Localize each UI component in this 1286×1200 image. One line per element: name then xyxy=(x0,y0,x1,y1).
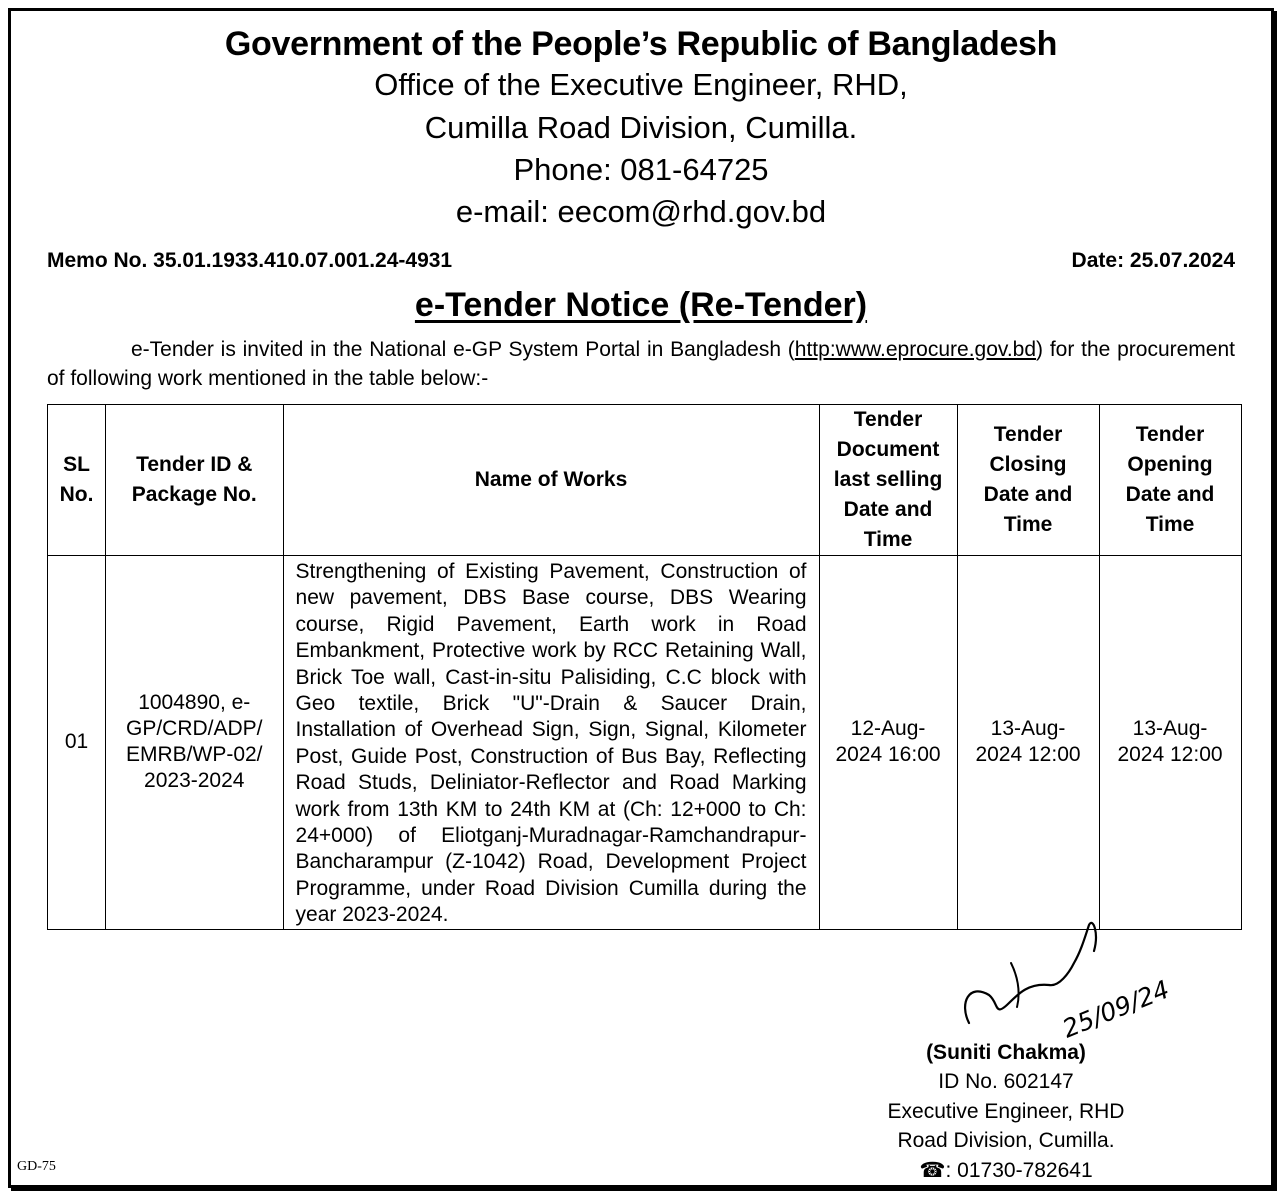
signatory-phone: ☎: 01730-782641 xyxy=(919,1159,1093,1182)
signatory-id: ID No. 602147 xyxy=(938,1070,1074,1093)
government-title: Government of the People’s Republic of Bangladesh xyxy=(224,25,1058,63)
table-row xyxy=(48,556,1242,930)
portal-link[interactable]: http:www.eprocure.gov.bd xyxy=(794,338,1037,361)
cell-closing: 13-Aug-2024 12:00 xyxy=(957,556,1099,930)
form-code: GD-75 xyxy=(17,1159,56,1174)
tender-table xyxy=(47,404,1242,930)
telephone-icon: ☎ xyxy=(919,1159,946,1182)
signature-date: 25/09/24 xyxy=(1058,974,1174,1044)
header-last-selling: Tender Document last selling Date and Time xyxy=(819,405,957,556)
cell-tender-id: 1004890, e-GP/CRD/ADP/ EMRB/WP-02/ 2023-2024 xyxy=(106,556,284,930)
signatory-name: (Suniti Chakma) xyxy=(926,1041,1086,1064)
memo-number: Memo No. 35.01.1933.410.07.001.24-4931 xyxy=(47,249,453,272)
notice-title: e-Tender Notice (Re-Tender) xyxy=(414,286,868,324)
cell-last-selling: 12-Aug-2024 16:00 xyxy=(819,556,957,930)
cell-sl: 01 xyxy=(48,556,106,930)
phone-line: Phone: 081-64725 xyxy=(513,152,769,187)
handwritten-signature xyxy=(899,903,1174,1053)
cell-opening: 13-Aug-2024 12:00 xyxy=(1099,556,1241,930)
table-header-row xyxy=(48,405,1242,556)
header-sl-no: SL No. xyxy=(48,405,106,556)
header-opening: Tender Opening Date and Time xyxy=(1099,405,1241,556)
signatory-division: Road Division, Cumilla. xyxy=(897,1129,1115,1152)
signatory-designation: Executive Engineer, RHD xyxy=(887,1100,1125,1123)
cell-name-of-works: Strengthening of Existing Pavement, Construction of new pavement, DBS Base course, DBS Wearing course, Rigid Pavement, Earth work in Road Embankment, Protective work by RCC Retaining Wall, Brick Toe wall, Cast-in-situ Palisiding, C.C block with Geo textile, Brick "U"-Drain & Saucer Drain, Installation of Overhead Sign, Sign, Signal, Kilometer Post, Guide Post, Construction of Bus Bay, Reflecting Road Studs, Deliniator-Reflector and Road Marking work from 13th KM to 24th KM at (Ch: 12+000 to Ch: 24+000) of Eliotganj-Muradnagar-Ramchandrapur-Bancharampur (Z-1042) Road, Development Project Programme, under Road Division Cumilla during the year 2023-2024. xyxy=(283,556,819,930)
notice-page xyxy=(8,8,1274,1188)
intro-text-before: e-Tender is invited in the National e-GP System Portal in Bangladesh ( xyxy=(131,338,795,361)
memo-date: Date: 25.07.2024 xyxy=(1071,249,1235,272)
header-tender-id: Tender ID & Package No. xyxy=(106,405,284,556)
header-closing: Tender Closing Date and Time xyxy=(957,405,1099,556)
intro-paragraph xyxy=(47,335,1235,393)
office-line: Office of the Executive Engineer, RHD, xyxy=(374,67,908,102)
division-line: Cumilla Road Division, Cumilla. xyxy=(424,110,858,145)
header-name-of-works: Name of Works xyxy=(283,405,819,556)
intro-text-after: ) for the procurement of following work mentioned in the table below:- xyxy=(47,338,1235,390)
email-line: e-mail: eecom@rhd.gov.bd xyxy=(455,194,827,229)
